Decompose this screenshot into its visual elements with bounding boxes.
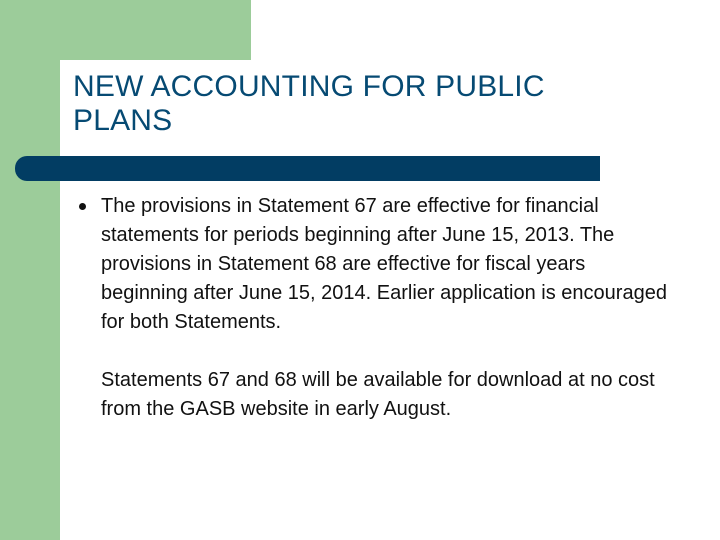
bullet-paragraph-availability: Statements 67 and 68 will be available for download at no cost from the GASB website in early August. bbox=[101, 369, 655, 420]
paragraph-spacer bbox=[101, 337, 676, 366]
slide-title: NEW ACCOUNTING FOR PUBLIC PLANS bbox=[73, 70, 545, 137]
bullet-paragraph-effective-dates: The provisions in Statement 67 are effective for financial statements for periods beginning after June 15, 2013. The provisions in Statement 68 are effective for fiscal years beginning after June 15, 2014. Earlier application is encouraged for both Statements. bbox=[101, 195, 667, 333]
decorative-green-top-block bbox=[0, 0, 251, 60]
decorative-green-left-strip bbox=[0, 0, 60, 540]
bullet-item bbox=[76, 192, 676, 424]
bullet-icon bbox=[79, 203, 86, 210]
title-divider-bar bbox=[15, 156, 600, 181]
bullet-content bbox=[76, 192, 676, 424]
